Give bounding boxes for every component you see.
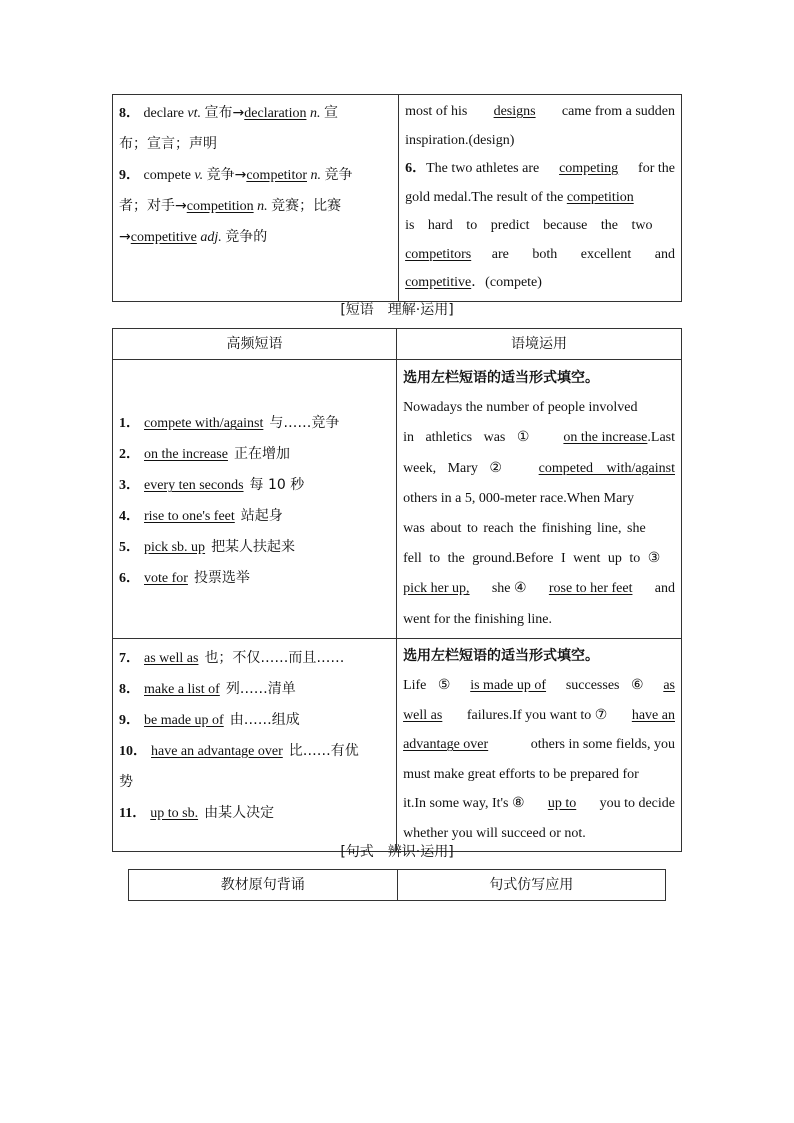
phrase-answer: vote for xyxy=(144,571,188,587)
answer-blank: on the increase xyxy=(563,430,648,446)
phrase-header-left: 高频短语 xyxy=(113,329,397,360)
phrase-number: 10． xyxy=(119,743,147,759)
vocab-table xyxy=(112,94,682,302)
phrase-meaning: 投票选举 xyxy=(193,570,250,587)
answer-blank: competitive xyxy=(405,275,472,290)
phrase-answer: have an advantage over xyxy=(151,743,283,759)
phrase-list-1 xyxy=(113,400,396,597)
phrase-number: 2． xyxy=(119,447,140,463)
phrase-item xyxy=(119,439,390,470)
phrase-meaning: 也；不仅……而且…… xyxy=(204,649,345,666)
phrase-answer: up to sb. xyxy=(150,805,199,821)
answer-blank: competition xyxy=(566,189,634,205)
phrase-header-right: 语境运用 xyxy=(397,329,682,360)
phrase-meaning: 比……有优 xyxy=(288,742,359,759)
vocab-item-8: 8． declare vt. 宣布→declaration n. 宣 布；宣言；声明 xyxy=(119,105,338,152)
section-caption-phrases: [短语 理解·运用] xyxy=(340,302,454,318)
answer-blank: competing xyxy=(559,161,619,176)
phrase-group1-cell xyxy=(113,360,397,639)
answer-blank: pick her up, xyxy=(403,581,470,597)
answer-blank: competitive xyxy=(130,230,197,245)
phrase-meaning: 列……清单 xyxy=(225,680,296,697)
phrase-answer: as well as xyxy=(144,650,199,666)
phrase-group2-cell xyxy=(113,638,397,852)
answer-blank: have an xyxy=(631,707,675,723)
sentence-header-left: 教材原句背诵 xyxy=(129,870,398,901)
phrase-number: 1． xyxy=(119,416,140,432)
answer-blank: competitors xyxy=(405,246,472,262)
phrase-number: 9． xyxy=(119,712,140,728)
phrase-meaning: 正在增加 xyxy=(233,446,290,463)
phrase-item xyxy=(119,798,390,829)
context2-cell: 选用左栏短语的适当形式填空。 Life ⑤ is made up of successes ⑥ as well as failures.If you want to ⑦ have an advantage over others in some fields, you must make great efforts to be prepared for it.In some way, It's ⑧ up to you to decide whether you will succeed or not. xyxy=(397,638,682,852)
answer-blank: is made up of xyxy=(470,678,547,694)
phrase-meaning: 每 10 秒 xyxy=(249,477,305,494)
phrase-number: 6． xyxy=(119,571,140,587)
answer-blank: advantage over xyxy=(403,737,489,753)
phrase-answer: be made up of xyxy=(144,712,224,728)
phrase-answer: on the increase xyxy=(144,447,228,463)
phrase-number: 7． xyxy=(119,650,140,666)
phrase-meaning: 站起身 xyxy=(240,508,283,525)
phrase-item xyxy=(119,736,390,798)
answer-blank: competed with/against xyxy=(538,460,675,476)
phrase-answer: make a list of xyxy=(144,681,220,697)
context1-cell: 选用左栏短语的适当形式填空。 Nowadays the number of people involved in athletics was ① on the increase.Last week, Mary ② competed with/against others in a 5, 000-meter race.When Mary was about to reach the finishing line, she fell to the ground.Before I went up to ③ pick her up, she ④ rose to her feet and went for the finishing line. xyxy=(397,360,682,639)
phrase-list-2 xyxy=(113,639,396,832)
phrase-item xyxy=(119,643,390,674)
answer-blank: well as xyxy=(403,707,443,723)
phrase-item xyxy=(119,563,390,594)
sentence-header-right: 句式仿写应用 xyxy=(397,870,666,901)
vocab-left-cell xyxy=(113,95,399,302)
phrase-number: 11． xyxy=(119,805,147,821)
phrase-table xyxy=(112,328,682,852)
answer-blank: as xyxy=(663,678,675,694)
phrase-answer: every ten seconds xyxy=(144,478,244,494)
phrase-number: 3． xyxy=(119,478,140,494)
vocab-item-9: 9． compete v. 竞争→competitor n. 竞争 者；对手→competition n. 竞赛；比赛 →competitive adj. 竞争的 xyxy=(119,167,353,245)
section-caption-sentences: [句式 辨识·运用] xyxy=(340,844,454,860)
sentence-table xyxy=(128,869,666,901)
phrase-number: 5． xyxy=(119,540,140,556)
phrase-meaning: 与……竞争 xyxy=(269,415,340,432)
phrase-item xyxy=(119,501,390,532)
phrase-item xyxy=(119,470,390,501)
phrase-number: 4． xyxy=(119,509,140,525)
phrase-item xyxy=(119,532,390,563)
phrase-item xyxy=(119,674,390,705)
phrase-answer: rise to one's feet xyxy=(144,509,235,525)
phrase-answer: pick sb. up xyxy=(144,540,206,556)
phrase-meaning: 由某人决定 xyxy=(204,804,275,821)
phrase-item xyxy=(119,705,390,736)
phrase-item xyxy=(119,408,390,439)
answer-blank: competition xyxy=(186,199,254,214)
vocab-right-cell: most of his designs came from a sudden inspiration.(design) 6．The two athletes are competing for the gold medal.The result of the competition is hard to predict because the two competitors are both excellent and competitive．(compete) xyxy=(399,95,682,302)
answer-blank: competitor xyxy=(246,168,307,183)
phrase-meaning: 由……组成 xyxy=(229,711,300,728)
answer-blank: declaration xyxy=(244,106,307,121)
phrase-meaning-cont: 势 xyxy=(119,773,133,790)
answer-blank: rose to her feet xyxy=(548,581,633,597)
answer-blank: up to xyxy=(547,796,577,812)
phrase-number: 8． xyxy=(119,681,140,697)
phrase-meaning: 把某人扶起来 xyxy=(211,539,296,556)
phrase-answer: compete with/against xyxy=(144,416,264,432)
answer-blank: designs xyxy=(493,104,536,119)
